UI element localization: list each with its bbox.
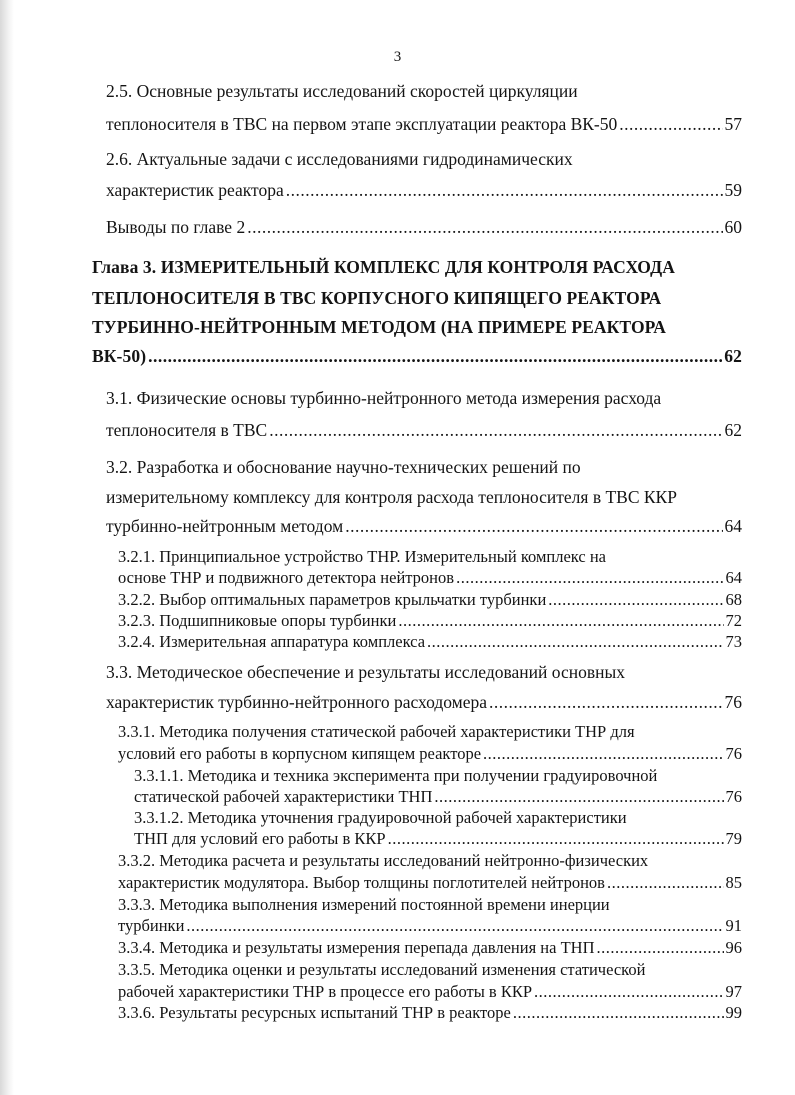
toc-page-number: 72 xyxy=(725,611,742,630)
toc-entry-text: ТЕПЛОНОСИТЕЛЯ В ТВС КОРПУСНОГО КИПЯЩЕГО РЕАКТОРА xyxy=(92,288,662,308)
toc-page-number: 76 xyxy=(725,744,742,763)
toc-entry-text: 3.3. Методическое обеспечение и результаты исследований основных xyxy=(106,662,625,682)
page-number: 3 xyxy=(393,49,402,65)
chapter-heading-line xyxy=(92,316,742,338)
toc-entry[interactable] xyxy=(106,419,742,441)
toc-entry-text: 3.3.2. Методика расчета и результаты исследований нейтронно-физических xyxy=(118,851,649,870)
toc-entry-text: 3.3.1. Методика получения статической рабочей характеристики ТНР для xyxy=(118,722,635,741)
leader-dots xyxy=(483,744,723,764)
toc-entry xyxy=(118,895,738,915)
toc-entry[interactable] xyxy=(118,590,742,610)
toc-entry[interactable] xyxy=(134,787,742,807)
toc-entry-text: 3.2.2. Выбор оптимальных параметров крыльчатки турбинки xyxy=(118,590,547,609)
toc-entry xyxy=(118,851,742,871)
leader-dots xyxy=(534,982,723,1002)
leader-dots xyxy=(398,611,723,631)
toc-page-number: 57 xyxy=(724,114,742,134)
leader-dots xyxy=(388,829,724,849)
toc-entry-text: основе ТНР и подвижного детектора нейтронов xyxy=(118,568,455,587)
toc-entry-text: 2.5. Основные результаты исследований скоростей циркуляции xyxy=(106,81,578,101)
toc-entry-text: ТНП для условий его работы в ККР xyxy=(134,829,386,848)
toc-entry[interactable] xyxy=(106,179,742,201)
toc-entry[interactable] xyxy=(118,916,742,936)
leader-dots xyxy=(186,916,723,936)
toc-entry[interactable] xyxy=(118,982,742,1002)
toc-page-number: 91 xyxy=(725,916,742,935)
toc-entry[interactable] xyxy=(106,515,742,537)
toc-page-number: 99 xyxy=(725,1003,742,1022)
leader-dots xyxy=(345,515,722,537)
toc-entry-text: теплоносителя в ТВС xyxy=(106,420,268,440)
toc-entry-text: характеристик турбинно-нейтронного расходомера xyxy=(106,692,488,712)
toc-entry[interactable] xyxy=(134,829,742,849)
toc-entry[interactable] xyxy=(92,345,742,367)
toc-entry-text: турбинно-нейтронным методом xyxy=(106,516,344,536)
toc-entry-text: 2.6. Актуальные задачи с исследованиями гидродинамических xyxy=(106,149,573,169)
toc-entry[interactable] xyxy=(118,938,742,958)
leader-dots xyxy=(427,632,723,652)
leader-dots xyxy=(513,1003,724,1023)
leader-dots xyxy=(286,179,723,201)
toc-entry-text: характеристик модулятора. Выбор толщины поглотителей нейтронов xyxy=(118,873,605,892)
leader-dots xyxy=(269,419,722,441)
toc-entry-text: 3.2.4. Измерительная аппаратура комплекса xyxy=(118,632,426,651)
toc-entry[interactable] xyxy=(118,568,742,588)
toc-entry[interactable] xyxy=(118,744,742,764)
toc-entry[interactable] xyxy=(118,611,742,631)
toc-entry-text: Глава 3. ИЗМЕРИТЕЛЬНЫЙ КОМПЛЕКС ДЛЯ КОНТРОЛЯ РАСХОДА xyxy=(92,257,676,277)
toc-entry[interactable] xyxy=(118,873,742,893)
toc-page-number: 64 xyxy=(725,568,742,587)
toc-page-number: 85 xyxy=(725,873,742,892)
toc-page-number: 68 xyxy=(725,590,742,609)
toc-entry xyxy=(134,808,740,828)
toc-entry[interactable] xyxy=(118,632,742,652)
toc-entry[interactable] xyxy=(106,113,742,135)
toc-page-number: 96 xyxy=(725,938,742,957)
toc-entry-text: статической рабочей характеристики ТНП xyxy=(134,787,433,806)
toc-entry xyxy=(106,661,746,683)
toc-entry-text: 3.3.1.1. Методика и техника эксперимента при получении градуировочной xyxy=(134,766,658,785)
chapter-heading-line xyxy=(92,287,742,309)
toc-entry xyxy=(106,148,746,170)
toc-page-number: 64 xyxy=(724,516,742,536)
toc-page-number: 62 xyxy=(724,346,742,366)
toc-entry-text: 3.3.1.2. Методика уточнения градуировочной рабочей характеристики xyxy=(134,808,627,827)
toc-entry xyxy=(106,486,746,508)
toc-entry[interactable] xyxy=(106,691,742,713)
leader-dots xyxy=(597,938,724,958)
toc-entry-text: 3.2. Разработка и обоснование научно-технических решений по xyxy=(106,457,581,477)
toc-page-number: 76 xyxy=(725,787,742,806)
toc-entry-text: ВК-50) xyxy=(92,346,147,366)
toc-entry-text: Выводы по главе 2 xyxy=(106,217,246,237)
toc-entry xyxy=(118,547,738,567)
toc-entry xyxy=(106,80,746,102)
toc-entry-text: 3.2.1. Принципиальное устройство ТНР. Измерительный комплекс на xyxy=(118,547,606,566)
toc-entry xyxy=(118,960,742,980)
toc-entry-text: характеристик реактора xyxy=(106,180,284,200)
toc-entry-text: 3.3.6. Результаты ресурсных испытаний ТНР в реакторе xyxy=(118,1003,511,1022)
toc-entry xyxy=(134,766,740,786)
toc-entry-text: 3.3.4. Методика и результаты измерения перепада давления на ТНП xyxy=(118,938,595,957)
toc-entry-text: ТУРБИННО-НЕЙТРОННЫМ МЕТОДОМ (НА ПРИМЕРЕ РЕАКТОРА xyxy=(92,317,666,337)
toc-entry-text: 3.1. Физические основы турбинно-нейтронного метода измерения расхода xyxy=(106,388,662,408)
toc-entry-text: теплоносителя в ТВС на первом этапе эксплуатации реактора ВК-50 xyxy=(106,114,618,134)
chapter-heading-line xyxy=(92,256,742,278)
leader-dots xyxy=(548,590,723,610)
toc-entry-text: 3.2.3. Подшипниковые опоры турбинки xyxy=(118,611,397,630)
toc-page-number: 73 xyxy=(725,632,742,651)
toc-entry xyxy=(106,456,746,478)
toc-entry-text: турбинки xyxy=(118,916,185,935)
toc-page-number: 62 xyxy=(724,420,742,440)
toc-entry[interactable] xyxy=(118,1003,742,1023)
leader-dots xyxy=(619,113,722,135)
toc-page-number: 60 xyxy=(724,217,742,237)
leader-dots xyxy=(489,691,722,713)
leader-dots xyxy=(607,873,724,893)
leader-dots xyxy=(247,216,722,238)
toc-page-number: 97 xyxy=(725,982,742,1001)
toc-entry-text: 3.3.3. Методика выполнения измерений постоянной времени инерции xyxy=(118,895,610,914)
scan-edge-shadow xyxy=(0,0,14,1095)
toc-entry[interactable] xyxy=(106,216,742,238)
leader-dots xyxy=(434,787,723,807)
toc-entry-text: условий его работы в корпусном кипящем реакторе xyxy=(118,744,482,763)
toc-entry xyxy=(106,387,746,409)
toc-entry-text: рабочей характеристики ТНР в процессе его работы в ККР xyxy=(118,982,533,1001)
leader-dots xyxy=(456,568,723,588)
toc-page-number: 76 xyxy=(724,692,742,712)
toc-entry-text: измерительному комплексу для контроля расхода теплоносителя в ТВС ККР xyxy=(106,487,677,507)
toc-entry xyxy=(118,722,738,742)
toc-page-number: 59 xyxy=(724,180,742,200)
toc-page-number: 79 xyxy=(725,829,742,848)
leader-dots xyxy=(148,345,722,367)
toc-entry-text: 3.3.5. Методика оценки и результаты исследований изменения статической xyxy=(118,960,646,979)
